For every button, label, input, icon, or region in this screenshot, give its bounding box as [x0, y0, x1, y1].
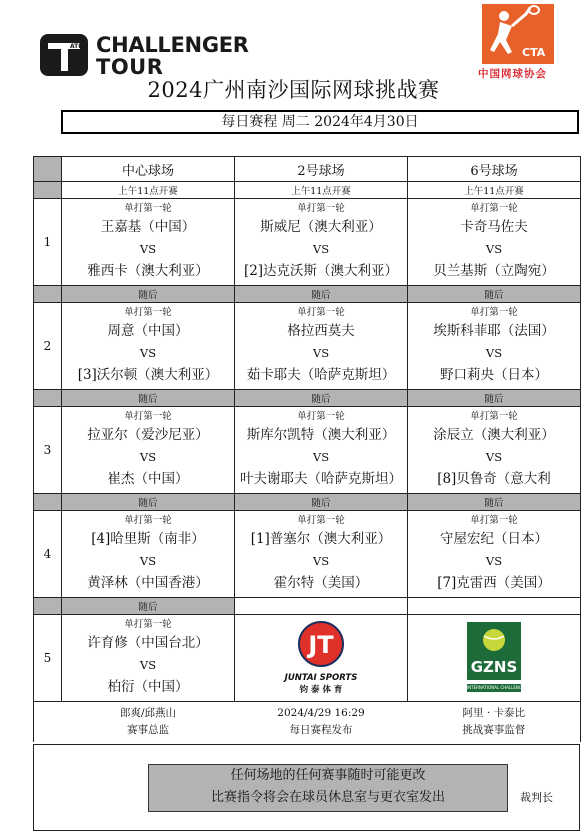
order-number: 2: [34, 303, 62, 390]
match-cell: [408, 199, 581, 286]
cta-logo-box: [482, 4, 554, 64]
signature-role: 赛事总监: [127, 724, 169, 736]
vs-label: VS: [139, 658, 157, 672]
atp-badge-text: ATP: [70, 43, 83, 50]
vs-label: VS: [139, 346, 157, 360]
empty-cell: [408, 598, 581, 615]
player-2: [7]克雷西（美国）: [437, 575, 551, 591]
court-name: 中心球场: [62, 157, 235, 182]
player-2: 茹卡耶夫（哈萨克斯坦）: [246, 367, 396, 383]
blank-cell: [34, 702, 62, 743]
gzns-text: GZNS: [470, 658, 518, 676]
match-type: 单打第一轮: [124, 307, 172, 318]
player-1: 卡奇马佐夫: [460, 219, 528, 235]
vs-label: VS: [485, 450, 503, 464]
gray-cell: [34, 182, 62, 199]
atp-logo-line1: CHALLENGER: [96, 33, 249, 57]
juntai-sponsor-cell: [235, 615, 408, 702]
match-type: 单打第一轮: [124, 619, 172, 630]
followed-by: 随后: [408, 494, 581, 511]
referee-label: 裁判长: [520, 791, 553, 804]
followed-by: 随后: [62, 494, 235, 511]
player-1: 埃斯科菲耶（法国）: [433, 323, 555, 339]
player-1: 守屋宏纪（日本）: [440, 531, 548, 547]
vs-label: VS: [485, 242, 503, 256]
court-name: 2号球场: [235, 157, 408, 182]
juntai-mark-text: JT: [308, 631, 334, 659]
player-1: 格拉西莫夫: [287, 323, 355, 339]
vs-label: VS: [312, 242, 330, 256]
schedule-date: 每日赛程 周二 2024年4月30日: [61, 110, 579, 134]
followed-by: 随后: [62, 286, 235, 303]
juntai-en: JUNTAI SPORTS: [284, 673, 358, 683]
match-type: 单打第一轮: [297, 203, 345, 214]
match-cell: [408, 303, 581, 390]
player-1: 拉亚尔（爱沙尼亚）: [87, 427, 209, 443]
start-time-row: [34, 182, 581, 199]
start-time: 上午11点开赛: [62, 182, 235, 199]
followed-by-row: [34, 494, 581, 511]
match-type: 单打第一轮: [124, 203, 172, 214]
signature-role: 挑战赛事监督: [462, 724, 526, 736]
match-cell: [235, 511, 408, 598]
court-name: 6号球场: [408, 157, 581, 182]
match-cell: [235, 303, 408, 390]
followed-by: 随后: [408, 286, 581, 303]
empty-cell: [235, 598, 408, 615]
player-2: 霍尔特（美国）: [273, 575, 369, 591]
match-type: 单打第一轮: [297, 411, 345, 422]
followed-by: 随后: [235, 286, 408, 303]
followed-by-row: [34, 390, 581, 407]
start-time: 上午11点开赛: [408, 182, 581, 199]
notice-line-2: 比赛指令将会在球员休息室与更衣室发出: [210, 790, 445, 805]
player-2: [3]沃尔顿（澳大利亚）: [77, 367, 219, 383]
followed-by: 随后: [408, 390, 581, 407]
vs-label: VS: [312, 450, 330, 464]
vs-label: VS: [312, 346, 330, 360]
signature-role: 每日赛程发布: [289, 724, 353, 736]
followed-by: 随后: [235, 494, 408, 511]
match-type: 单打第一轮: [297, 515, 345, 526]
court-header-row: [34, 157, 581, 182]
match-row: [34, 615, 581, 702]
match-cell: [235, 407, 408, 494]
gray-cell: [34, 390, 62, 407]
followed-by-row: [34, 598, 581, 615]
player-2: 黄泽林（中国香港）: [87, 575, 209, 591]
player-1: 王嘉基（中国）: [100, 219, 196, 235]
match-cell: [62, 511, 235, 598]
order-number: 5: [34, 615, 62, 702]
corner-cell: [34, 157, 62, 182]
schedule-table: [33, 156, 581, 742]
gzns-logo: [467, 622, 528, 694]
page-title: 2024广州南沙国际网球挑战赛: [147, 78, 440, 102]
match-row: [34, 303, 581, 390]
order-number: 3: [34, 407, 62, 494]
player-2: 雅西卡（澳大利亚）: [87, 263, 209, 279]
followed-by: 随后: [62, 390, 235, 407]
player-1: 许育修（中国台北）: [87, 635, 209, 651]
match-type: 单打第一轮: [470, 515, 518, 526]
signature-name: 2024/4/29 16:29: [277, 707, 365, 719]
match-row: [34, 199, 581, 286]
player-1: 斯库尔凯特（澳大利亚）: [246, 427, 396, 443]
match-cell: [408, 511, 581, 598]
followed-by: 随后: [235, 390, 408, 407]
order-number: 4: [34, 511, 62, 598]
match-cell: [62, 407, 235, 494]
player-1: 周意（中国）: [107, 323, 189, 339]
cta-abbr: CTA: [522, 46, 546, 59]
match-type: 单打第一轮: [470, 307, 518, 318]
match-cell: [62, 615, 235, 702]
juntai-sports-logo: [276, 620, 366, 694]
gray-cell: [34, 598, 62, 615]
followed-by-row: [34, 286, 581, 303]
match-type: 单打第一轮: [124, 515, 172, 526]
gzns-sponsor-cell: [408, 615, 581, 702]
gzns-sub: INTERNATIONAL CHALLENGER: [467, 685, 528, 690]
vs-label: VS: [485, 554, 503, 568]
player-2: 柏衍（中国）: [107, 679, 189, 695]
vs-label: VS: [139, 450, 157, 464]
cta-logo: [476, 4, 562, 84]
match-type: 单打第一轮: [297, 307, 345, 318]
atp-logo-icon: [40, 34, 88, 76]
juntai-cn: 钧 泰 体 育: [299, 685, 343, 695]
player-2: 叶夫谢耶夫（哈萨克斯坦）: [240, 471, 402, 487]
gray-cell: [34, 286, 62, 303]
match-cell: [235, 199, 408, 286]
vs-label: VS: [139, 554, 157, 568]
notice-box: [148, 764, 508, 812]
player-1: 斯威尼（澳大利亚）: [260, 219, 382, 235]
player-2: 贝兰基斯（立陶宛）: [433, 263, 555, 279]
match-cell: [62, 303, 235, 390]
order-number: 1: [34, 199, 62, 286]
match-row: [34, 407, 581, 494]
signature-name: 阿里 · 卡泰比: [462, 707, 525, 719]
player-2: 野口莉央（日本）: [440, 367, 548, 383]
cta-name: 中国网球协会: [478, 68, 547, 80]
vs-label: VS: [139, 242, 157, 256]
player-1: [4]哈里斯（南非）: [91, 531, 205, 547]
player-2: [8]贝鲁奇（意大利: [437, 471, 551, 487]
gray-cell: [34, 494, 62, 511]
vs-label: VS: [485, 346, 503, 360]
match-row: [34, 511, 581, 598]
player-1: [1]普塞尔（澳大利亚）: [250, 531, 392, 547]
atp-logo-line2: TOUR: [96, 55, 164, 79]
player-1: 涂辰立（澳大利亚）: [433, 427, 555, 443]
signature-cell: [62, 702, 235, 743]
gzns-emblem-icon: [467, 622, 521, 680]
vs-label: VS: [312, 554, 330, 568]
signature-name: 郎爽/邱燕山: [119, 707, 177, 719]
start-time: 上午11点开赛: [235, 182, 408, 199]
match-cell: [62, 199, 235, 286]
signature-row: [34, 702, 581, 743]
match-type: 单打第一轮: [470, 411, 518, 422]
player-2: [2]达克沃斯（澳大利亚）: [243, 263, 399, 279]
notice-line-1: 任何场地的任何赛事随时可能更改: [230, 768, 426, 783]
atp-challenger-logo: [38, 30, 249, 80]
signature-cell: [235, 702, 408, 743]
followed-by: 随后: [62, 598, 235, 615]
match-type: 单打第一轮: [124, 411, 172, 422]
juntai-emblem-icon: [276, 620, 366, 668]
player-2: 崔杰（中国）: [107, 471, 189, 487]
match-cell: [408, 407, 581, 494]
signature-cell: [408, 702, 581, 743]
match-type: 单打第一轮: [470, 203, 518, 214]
